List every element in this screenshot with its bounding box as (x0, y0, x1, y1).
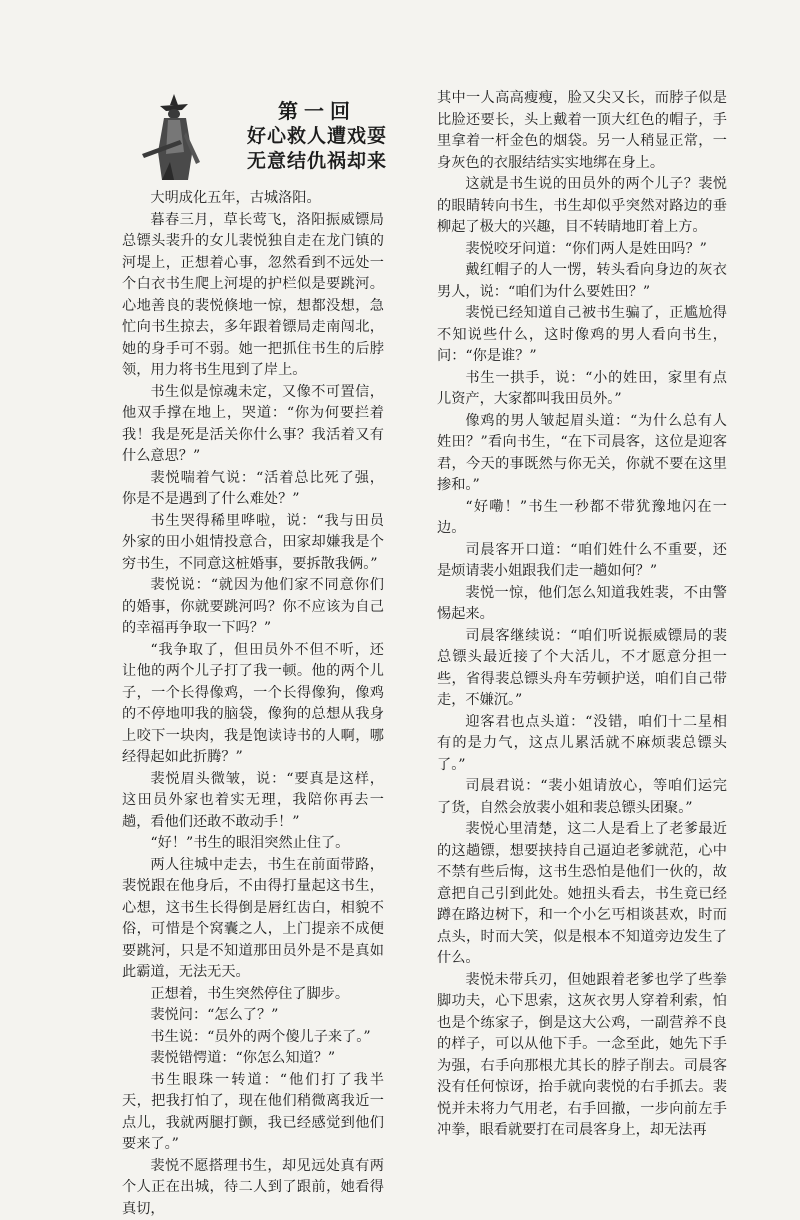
paragraph: 书生哭得稀里哗啦，说：“我与田员外家的田小姐情投意合，田家却嫌我是个穷书生，不同意这桩婚事，要拆散我俩。” (122, 511, 384, 576)
paragraph: 正想着，书生突然停住了脚步。 (122, 984, 384, 1006)
paragraph: 裴悦眉头微皱，说：“要真是这样，这田员外家也着实无理，我陪你再去一趟，看他们还敢不敢动手！” (122, 769, 384, 834)
paragraph: “好！”书生的眼泪突然止住了。 (122, 833, 384, 855)
paragraph: 裴悦未带兵刃，但她跟着老爹也学了些拳脚功夫，心下思索，这灰衣男人穿着利索，怕也是个练家子，倒是这大公鸡，一副营养不良的样子，可以从他下手。一念至此，她先下手为强，右手向那根尤其长的脖子削去。司晨客没有任何惊讶，抬手就向裴悦的右手抓去。裴悦并未将力气用老，右手回撤，一步向前左手冲拳，眼看就要打在司晨客身上，却无法再 (437, 970, 727, 1142)
paragraph: 裴悦咬牙问道：“你们两人是姓田吗？” (437, 239, 727, 261)
paragraph: 司晨客继续说：“咱们听说振威镖局的裴总镖头最近接了个大活儿，不才愿意分担一些，省得裴总镖头舟车劳顿护送，咱们自己带走，不嫌沉。” (437, 626, 727, 712)
paragraph: 裴悦不愿搭理书生，却见远处真有两个人正在出城，待二人到了跟前，她看得真切， (122, 1156, 384, 1220)
paragraph: 暮春三月，草长莺飞，洛阳振威镖局总镖头裴升的女儿裴悦独自走在龙门镇的河堤上，正想着心事，忽然看到不远处一个白衣书生爬上河堤的护栏似是要跳河。心地善良的裴悦倏地一惊，想都没想，急忙向书生掠去，多年跟着镖局走南闯北，她的身手可不弱。她一把抓住书生的后脖领，用力将书生甩到了岸上。 (122, 210, 384, 382)
swordsman-illustration-icon (140, 92, 210, 182)
paragraph: 裴悦错愕道：“你怎么知道？” (122, 1048, 384, 1070)
paragraph: 戴红帽子的人一愣，转头看向身边的灰衣男人，说：“咱们为什么要姓田？” (437, 260, 727, 303)
paragraph: “好嘞！”书生一秒都不带犹豫地闪在一边。 (437, 497, 727, 540)
paragraph: 大明成化五年，古城洛阳。 (122, 188, 384, 210)
paragraph: 司晨客开口道：“咱们姓什么不重要，还是烦请裴小姐跟我们走一趟如何？” (437, 540, 727, 583)
paragraph: 其中一人高高瘦瘦，脸又尖又长，而脖子似是比脸还要长，头上戴着一顶大红色的帽子，手里拿着一杆金色的烟袋。另一人稍显正常，一身灰色的衣服结结实实地绑在身上。 (437, 88, 727, 174)
chapter-subtitle-line-2: 无意结仇祸却来 (204, 149, 430, 174)
paragraph: 书生眼珠一转道：“他们打了我半天，把我打怕了，现在他们稍微离我近一点儿，我就两腿打颤，我已经感觉到他们要来了。” (122, 1070, 384, 1156)
right-text-column (437, 88, 727, 1142)
paragraph: 书生一拱手，说：“小的姓田，家里有点儿资产，大家都叫我田员外。” (437, 368, 727, 411)
chapter-titles (204, 98, 430, 174)
chapter-heading (140, 92, 430, 182)
paragraph: 迎客君也点头道：“没错，咱们十二星相有的是力气，这点儿累活就不麻烦裴总镖头了。” (437, 712, 727, 777)
paragraph: 裴悦说：“就因为他们家不同意你们的婚事，你就要跳河吗？你不应该为自己的幸福再争取一下吗？” (122, 575, 384, 640)
paragraph: 裴悦问：“怎么了？” (122, 1005, 384, 1027)
left-text-column (122, 188, 384, 1220)
paragraph: 两人往城中走去，书生在前面带路，裴悦跟在他身后，不由得打量起这书生，心想，这书生长得倒是唇红齿白，相貌不俗，可惜是个窝囊之人，上门提亲不成便要跳河，只是不知道那田员外是不是真如此霸道，无法无天。 (122, 855, 384, 984)
paragraph: 裴悦心里清楚，这二人是看上了老爹最近的这趟镖，想要挟持自己逼迫老爹就范，心中不禁有些后悔，这书生恐怕是他们一伙的，故意把自己引到此处。她扭头看去，书生竟已经蹲在路边树下，和一个小乞丐相谈甚欢，时而点头，时而大笑，似是根本不知道旁边发生了什么。 (437, 819, 727, 970)
paragraph: 裴悦已经知道自己被书生骗了，正尴尬得不知说些什么，这时像鸡的男人看向书生，问：“你是谁？” (437, 303, 727, 368)
paragraph: 这就是书生说的田员外的两个儿子？裴悦的眼睛转向书生，书生却似乎突然对路边的垂柳起了极大的兴趣，目不转睛地盯着上方。 (437, 174, 727, 239)
chapter-number: 第一回 (204, 98, 430, 124)
chapter-subtitle-line-1: 好心救人遭戏耍 (204, 124, 430, 149)
paragraph: “我争取了，但田员外不但不听，还让他的两个儿子打了我一顿。他的两个儿子，一个长得像鸡，一个长得像狗，像鸡的不停地叩我的脑袋，像狗的总想从我身上咬下一块肉，我是饱读诗书的人啊，哪经得起如此折腾？” (122, 640, 384, 769)
paragraph: 像鸡的男人皱起眉头道：“为什么总有人姓田？”看向书生，“在下司晨客，这位是迎客君，今天的事既然与你无关，你就不要在这里掺和。” (437, 411, 727, 497)
paragraph: 裴悦一惊，他们怎么知道我姓裴，不由警惕起来。 (437, 583, 727, 626)
paragraph: 书生似是惊魂未定，又像不可置信，他双手撑在地上，哭道：“你为何要拦着我！我是死是活关你什么事？我活着又有什么意思？” (122, 382, 384, 468)
paragraph: 裴悦喘着气说：“活着总比死了强，你是不是遇到了什么难处？” (122, 468, 384, 511)
paragraph: 书生说：“员外的两个傻儿子来了。” (122, 1027, 384, 1049)
paragraph: 司晨君说：“裴小姐请放心，等咱们运完了货，自然会放裴小姐和裴总镖头团聚。” (437, 776, 727, 819)
